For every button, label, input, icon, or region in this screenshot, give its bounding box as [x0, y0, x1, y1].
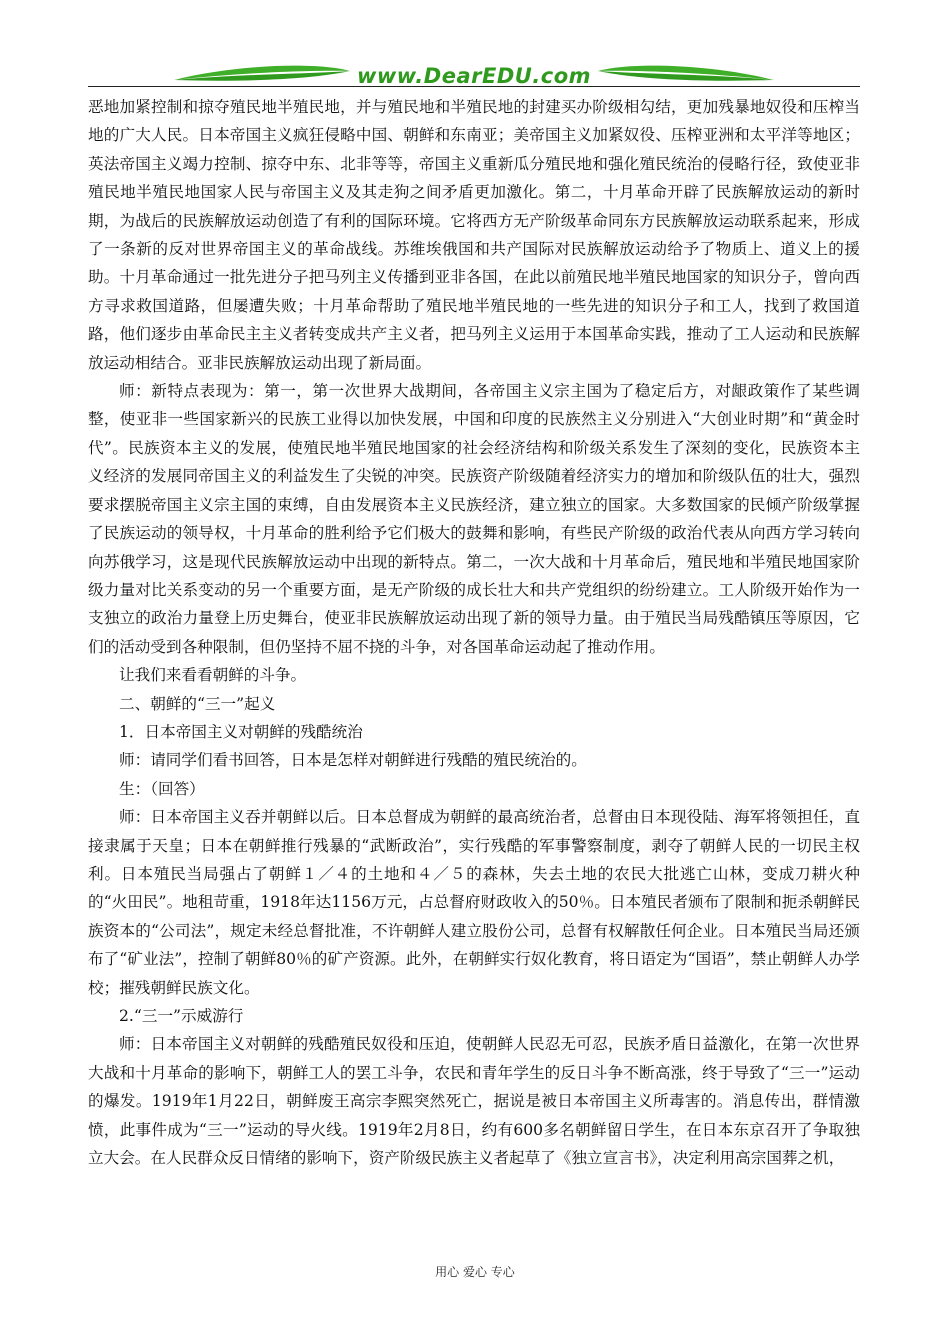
- paragraph: 恶地加紧控制和掠夺殖民地半殖民地，并与殖民地和半殖民地的封建买办阶级相勾结，更加残暴地奴役和压榨当地的广大人民。日本帝国主义疯狂侵略中国、朝鲜和东南亚；美帝国主义加紧奴役、压榨亚洲和太平洋等地区；英法帝国主义竭力控制、掠夺中东、北非等等，帝国主义重新瓜分殖民地和强化殖民统治的侵略行径，致使亚非殖民地半殖民地国家人民与帝国主义及其走狗之间矛盾更加激化。第二，十月革命开辟了民族解放运动的新时期，为战后的民族解放运动创造了有利的国际环境。它将西方无产阶级革命同东方民族解放运动联系起来，形成了一条新的反对世界帝国主义的革命战线。苏维埃俄国和共产国际对民族解放运动给予了物质上、道义上的援助。十月革命通过一批先进分子把马列主义传播到亚非各国，在此以前殖民地半殖民地国家的知识分子，曾向西方寻求救国道路，但屡遭失败；十月革命帮助了殖民地半殖民地的一些先进的知识分子和工人，找到了救国道路，他们逐步由革命民主主义者转变成共产主义者，把马列主义运用于本国革命实践，推动了工人运动和民族解放运动相结合。亚非民族解放运动出现了新局面。: [88, 98, 860, 372]
- paragraph: 师：日本帝国主义吞并朝鲜以后。日本总督成为朝鲜的最高统治者，总督由日本现役陆、海军将领担任，直接隶属于天皇；日本在朝鲜推行残暴的“武断政治”，实行残酷的军事警察制度，剥夺了朝鲜人民的一切民主权利。日本殖民当局强占了朝鲜１／４的土地和４／５的森林，失去土地的农民大批逃亡山林，变成刀耕火种的“火田民”。地租苛重，1918年达1156万元，占总督府财政收入的50％。日本殖民者颁布了限制和扼杀朝鲜民族资本的“公司法”，规定未经总督批准，不许朝鲜人建立股份公司，总督有权解散任何企业。日本殖民当局还颁布了“矿业法”，控制了朝鲜80％的矿产资源。此外，在朝鲜实行奴化教育，将日语定为“国语”，禁止朝鲜人办学校；摧残朝鲜民族文化。: [88, 808, 860, 997]
- site-logo-text: www.DearEDU.com: [356, 64, 592, 88]
- document-body: [88, 93, 860, 1172]
- page-footer: 用心 爱心 专心: [435, 1265, 515, 1279]
- paragraph: 师：请同学们看书回答，日本是怎样对朝鲜进行残酷的殖民统治的。: [119, 751, 587, 770]
- paragraph: 师：日本帝国主义对朝鲜的残酷殖民奴役和压迫，使朝鲜人民忍无可忍，民族矛盾日益激化，在第一次世界大战和十月革命的影响下，朝鲜工人的罢工斗争，农民和青年学生的反日斗争不断高涨，终于导致了“三一”运动的爆发。1919年1月22日，朝鲜废王高宗李熙突然死亡，据说是被日本帝国主义所毒害的。消息传出，群情激愤，此事件成为“三一”运动的导火线。1919年2月8日，约有600多名朝鲜留日学生，在日本东京召开了争取独立大会。在人民群众反日情绪的影响下，资产阶级民族主义者起草了《独立宣言书》，决定利用高宗国葬之机，: [88, 1035, 860, 1168]
- paragraph: 师：新特点表现为：第一，第一次世界大战期间，各帝国主义宗主国为了稳定后方，对龈政策作了某些调整，使亚非一些国家新兴的民族工业得以加快发展，中国和印度的民族然主义分别进入“大创业时期”和“黄金时代”。民族资本主义的发展，使殖民地半殖民地国家的社会经济结构和阶级关系发生了深刻的变化，民族资本主义经济的发展同帝国主义的利益发生了尖锐的冲突。民族资产阶级随着经济实力的增加和阶级队伍的壮大，强烈要求摆脱帝国主义宗主国的束缚，自由发展资本主义民族经济，建立独立的国家。大多数国家的民倾产阶级掌握了民族运动的领导权，十月革命的胜利给予它们极大的鼓舞和影响，有些民产阶级的政治代表从向西方学习转向向苏俄学习，这是现代民族解放运动中出现的新特点。第二，一次大战和十月革命后，殖民地和半殖民地国家阶级力量对比关系变动的另一个重要方面，是无产阶级的成长壮大和共产党组织的纷纷建立。工人阶级开始作为一支独立的政治力量登上历史舞台，使亚非民族解放运动出现了新的领导力量。由于殖民当局残酷镇压等原因，它们的活动受到各种限制，但仍坚持不屈不挠的斗争，对各国革命运动起了推动作用。: [88, 382, 860, 656]
- section-heading: 二、朝鲜的“三一”起义: [119, 694, 276, 713]
- paragraph: 生：（回答）: [119, 779, 205, 798]
- subsection-heading: 2.“三一”示威游行: [119, 1007, 244, 1025]
- header-rule: [88, 86, 860, 87]
- paragraph: 让我们来看看朝鲜的斗争。: [119, 666, 307, 685]
- subsection-heading: 1．日本帝国主义对朝鲜的残酷统治: [119, 722, 363, 741]
